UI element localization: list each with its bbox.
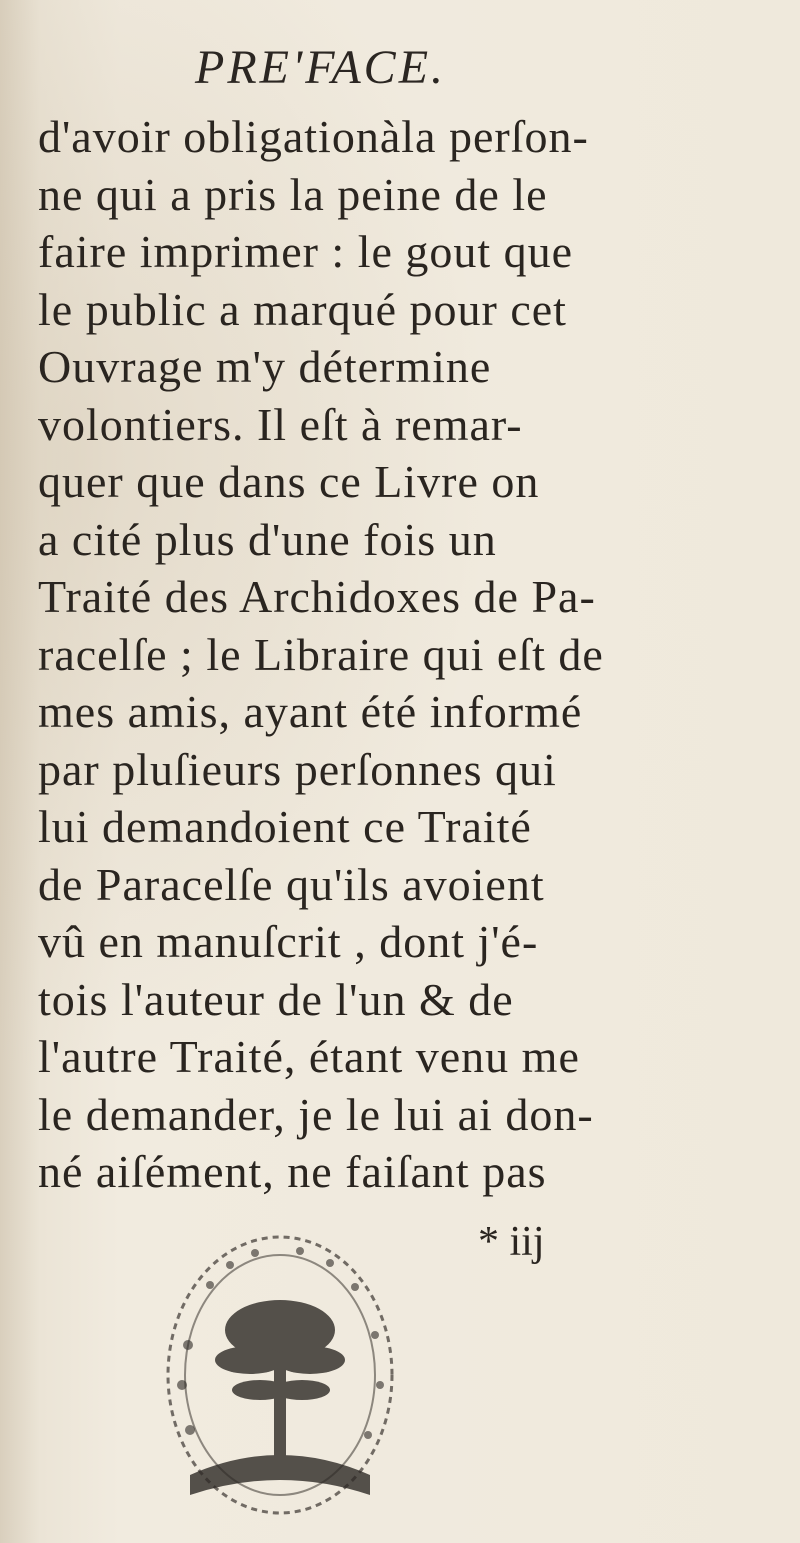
text-line: racelſe ; le Libraire qui eſt de [38, 628, 604, 680]
text-line: né aiſément, ne faiſant pas [38, 1146, 547, 1197]
text-line: ne qui a pris la peine de le [38, 168, 548, 220]
text-line: par pluſieurs perſonnes qui [38, 743, 557, 795]
text-line: tois l'auteur de l'un & de [38, 973, 514, 1025]
text-line: volontiers. Il eſt à remar- [38, 398, 523, 450]
library-stamp-icon [150, 1225, 410, 1525]
text-line: Traité des Archidoxes de Pa- [38, 571, 596, 622]
text-line: vû en manuſcrit , dont j'é- [38, 916, 539, 967]
text-line: le demander, je le lui ai don- [38, 1088, 594, 1140]
signature-mark: * iij [478, 1219, 545, 1265]
text-line: de Paracelſe qu'ils avoient [38, 858, 545, 910]
text-line: le public a marqué pour cet [38, 283, 567, 335]
text-line: mes amis, ayant été informé [38, 686, 583, 737]
page-body [38, 108, 678, 1201]
text-line: l'autre Traité, étant venu me [38, 1031, 580, 1082]
text-line: a cité plus d'une fois un [38, 513, 497, 565]
text-line: quer que dans ce Livre on [38, 456, 540, 507]
text-line: faire imprimer : le gout que [38, 226, 574, 277]
text-line: lui demandoient ce Traité [38, 801, 532, 852]
running-header: PRE'FACE. [195, 41, 447, 94]
text-line: d'avoir obligationàla perſon- [38, 111, 589, 162]
text-line: Ouvrage m'y détermine [38, 341, 492, 392]
